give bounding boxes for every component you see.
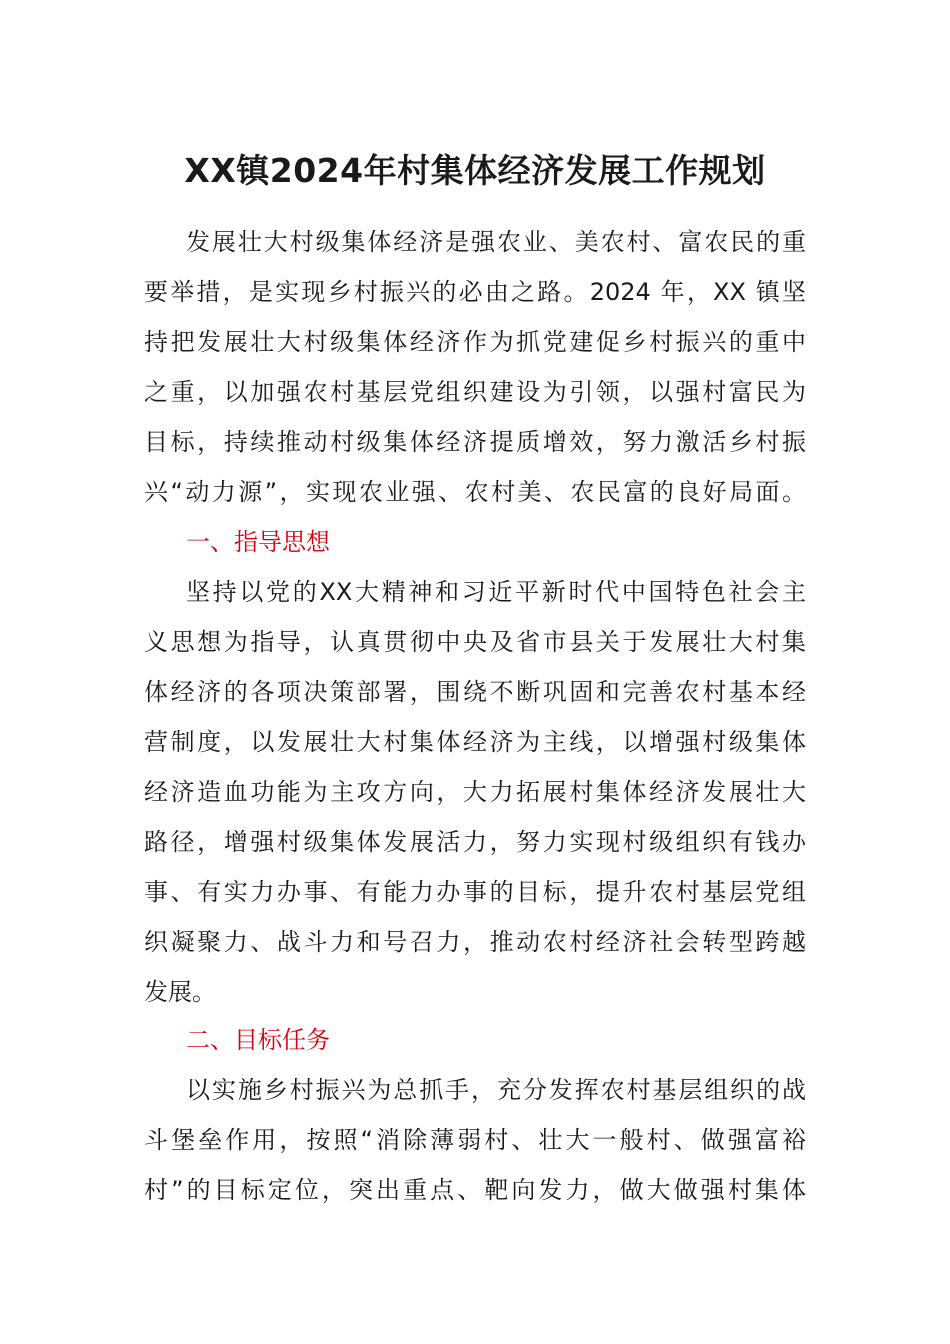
section-goals-tasks xyxy=(144,1015,806,1215)
paragraph-line: 以实施乡村振兴为总抓手，充分发挥农村基层组织的战 xyxy=(186,1076,806,1104)
paragraph-line: 路径，增强村级集体发展活力，努力实现村级组织有钱办 xyxy=(144,828,806,856)
paragraph-line: 义思想为指导，认真贯彻中央及省市县关于发展壮大村集 xyxy=(144,628,806,656)
paragraph-line: 织凝聚力、战斗力和号召力，推动农村经济社会转型跨越 xyxy=(144,928,806,956)
paragraph-line: 坚持以党的XX大精神和习近平新时代中国特色社会主 xyxy=(186,578,806,606)
paragraph-line: 村”的目标定位，突出重点、靶向发力，做大做强村集体 xyxy=(144,1176,806,1204)
paragraph-line: 持把发展壮大村级集体经济作为抓党建促乡村振兴的重中 xyxy=(144,328,806,356)
paragraph-line: 要举措，是实现乡村振兴的必由之路。2024 年，XX 镇坚 xyxy=(144,278,806,306)
paragraph-line: 斗堡垒作用，按照“消除薄弱村、壮大一般村、做强富裕 xyxy=(144,1126,806,1154)
paragraph-line: 体经济的各项决策部署，围绕不断巩固和完善农村基本经 xyxy=(144,678,806,706)
paragraph-line: 发展。 xyxy=(144,978,216,1006)
section-heading: 一、指导思想 xyxy=(186,528,330,556)
paragraph-line: 兴“动力源”，实现农业强、农村美、农民富的良好局面。 xyxy=(144,478,806,506)
intro-paragraph xyxy=(144,217,806,517)
section-heading: 二、目标任务 xyxy=(186,1026,330,1054)
section-guiding-ideology xyxy=(144,517,806,1017)
paragraph-line: 之重，以加强农村基层党组织建设为引领，以强村富民为 xyxy=(144,378,806,406)
paragraph-line: 经济造血功能为主攻方向，大力拓展村集体经济发展壮大 xyxy=(144,778,806,806)
document-title: XX镇2024年村集体经济发展工作规划 xyxy=(184,151,766,190)
paragraph-line: 事、有实力办事、有能力办事的目标，提升农村基层党组 xyxy=(144,878,806,906)
paragraph-line: 营制度，以发展壮大村集体经济为主线，以增强村级集体 xyxy=(144,728,806,756)
paragraph-line: 发展壮大村级集体经济是强农业、美农村、富农民的重 xyxy=(186,228,806,256)
paragraph-line: 目标，持续推动村级集体经济提质增效，努力激活乡村振 xyxy=(144,428,806,456)
